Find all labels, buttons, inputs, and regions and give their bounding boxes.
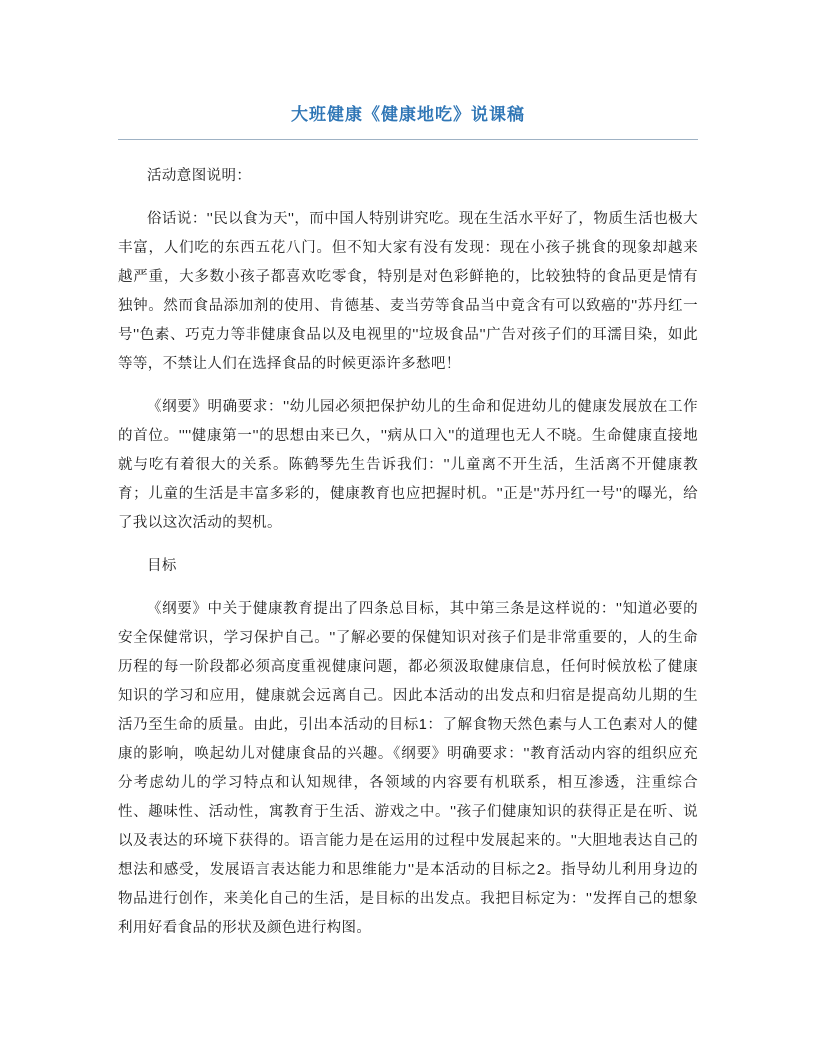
document-body xyxy=(118,162,698,943)
paragraph-goal-detail: 《纲要》中关于健康教育提出了四条总目标，其中第三条是这样说的：''知道必要的安全保健常识，学习保护自己。''了解必要的保健知识对孩子们是非常重要的，人的生命历程的每一阶段都必须高度重视健康问题，都必须汲取健康信息，任何时候放松了健康知识的学习和应用，健康就会远离自己。因此本活动的出发点和归宿是提高幼儿期的生活乃至生命的质量。由此，引出本活动的目标1：了解食物天然色素与人工色素对人的健康的影响，唤起幼儿对健康食品的兴趣。《纲要》明确要求：''教育活动内容的组织应充分考虑幼儿的学习特点和认知规律，各领域的内容要有机联系，相互渗透，注重综合性、趣味性、活动性，寓教育于生活、游戏之中。''孩子们健康知识的获得正是在听、说以及表达的环境下获得的。语言能力是在运用的过程中发展起来的。''大胆地表达自己的想法和感受，发展语言表达能力和思维能力''是本活动的目标之2。指导幼儿利用身边的物品进行创作，来美化自己的生活，是目标的出发点。我把目标定为：''发挥自己的想象利用好看食品的形状及颜色进行构图。 xyxy=(118,601,698,936)
document-title: 大班健康《健康地吃》说课稿 xyxy=(291,105,525,124)
paragraph-intent-label: 活动意图说明： xyxy=(147,168,252,184)
paragraph-outline-requirement: 《纲要》明确要求：''幼儿园必须把保护幼儿的生命和促进幼儿的健康发展放在工作的首位。''''健康第一''的思想由来已久，''病从口入''的道理也无人不晓。生命健康直接地就与吃有着很大的关系。陈鹤琴先生告诉我们：''儿童离不开生活，生活离不开健康教育；儿童的生活是丰富多彩的，健康教育也应把握时机。''正是''苏丹红一号''的曝光，给了我以这次活动的契机。 xyxy=(118,399,698,531)
title-divider xyxy=(118,139,698,140)
paragraph-background: 俗话说：''民以食为天''，而中国人特别讲究吃。现在生活水平好了，物质生活也极大丰富，人们吃的东西五花八门。但不知大家有没有发现：现在小孩子挑食的现象却越来越严重，大多数小孩子都喜欢吃零食，特别是对色彩鲜艳的，比较独特的食品更是情有独钟。然而食品添加剂的使用、肯德基、麦当劳等食品当中竟含有可以致癌的''苏丹红一号''色素、巧克力等非健康食品以及电视里的''垃圾食品''广告对孩子们的耳濡目染，如此等等，不禁让人们在选择食品的时候更添许多愁吧！ xyxy=(118,211,698,372)
paragraph-goal-label: 目标 xyxy=(147,558,177,574)
